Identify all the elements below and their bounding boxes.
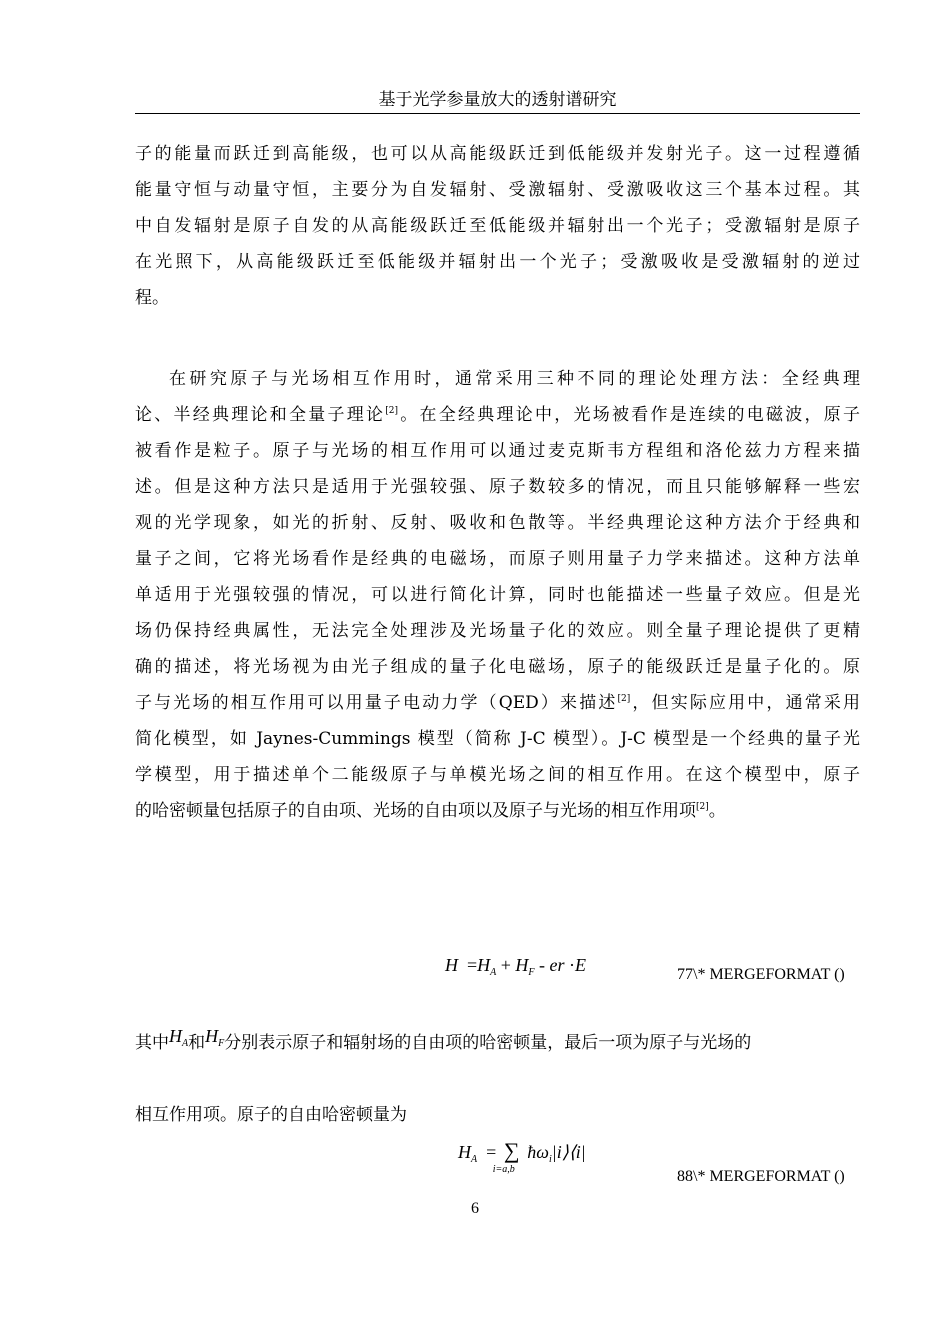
eq-subscript: F xyxy=(528,967,535,978)
text-line xyxy=(135,685,860,721)
citation: [2] xyxy=(385,406,398,416)
text-segment: ，但实际应用中，通常采用 xyxy=(630,693,861,713)
eq-braket: |i⟩⟨i| xyxy=(551,1142,586,1162)
equation-7: $H =H_A + H_F$ - er ·E xyxy=(445,955,587,978)
inline-math: $H_A$ xyxy=(169,1026,189,1049)
eq-symbol: H xyxy=(458,1142,471,1162)
text-line: 场仍保持经典属性，无法完全处理涉及光场量子化的效应。则全量子理论提供了更精 xyxy=(135,621,860,641)
text-line: 被看作是粒子。原子与光场的相互作用可以通过麦克斯韦方程组和洛伦兹力方程来描 xyxy=(135,441,860,461)
text-line: 在研究原子与光场相互作用时，通常采用三种不同的理论处理方法：全经典理 xyxy=(169,369,860,389)
eq-subscript: A xyxy=(471,1154,478,1165)
text-segment: 子与光场的相互作用可以用量子电动力学（QED）来描述 xyxy=(135,693,618,713)
eq-subscript: A xyxy=(490,967,497,978)
sum-index: i=a,b xyxy=(492,1164,515,1175)
equation-7-number: 77\* MERGEFORMAT () xyxy=(677,966,845,983)
paragraph-3-continued xyxy=(135,1097,860,1133)
eq-symbol: E xyxy=(575,955,587,975)
eq-operator: - xyxy=(539,955,546,975)
eq-operator: + xyxy=(500,955,511,975)
equation-8: $H_A$ = ∑ i=a,b $ħ\omega_i|i⟩⟨i|$ xyxy=(458,1138,586,1175)
eq-symbol: H xyxy=(445,955,458,975)
inline-math: $H_F$ xyxy=(205,1026,225,1049)
text-line: 能量守恒与动量守恒，主要分为自发辐射、受激辐射、受激吸收这三个基本过程。其 xyxy=(135,180,860,200)
eq-symbol: ħω xyxy=(527,1142,549,1162)
text-segment: 分别表示原子和辐射场的自由项的哈密顿量，最后一项为原子与光场的 xyxy=(224,1033,752,1053)
text-line xyxy=(135,793,860,829)
citation: [2] xyxy=(696,802,709,812)
text-line xyxy=(135,1024,860,1060)
running-header: 基于光学参量放大的透射谱研究 xyxy=(378,90,617,110)
text-segment: 。 xyxy=(708,801,726,821)
text-line: 确的描述，将光场视为由光子组成的量子化电磁场，原子的能级跃迁是量子化的。原 xyxy=(135,657,860,677)
text-line: 单适用于光强较强的情况，可以进行简化计算，同时也能描述一些量子效应。但是光 xyxy=(135,585,860,605)
text-line: 子的能量而跃迁到高能级，也可以从高能级跃迁到低能级并发射光子。这一过程遵循 xyxy=(135,144,860,164)
text-segment: 。在全经典理论中，光场被看作是连续的电磁波，原子 xyxy=(398,405,860,425)
page-number: 6 xyxy=(471,1200,479,1217)
text-line: 述。但是这种方法只是适用于光强较强、原子数较多的情况，而且只能够解释一些宏 xyxy=(135,477,860,497)
text-segment: 论、半经典理论和全量子理论 xyxy=(135,405,386,425)
eq-operator: · xyxy=(569,955,576,975)
text-line: 中自发辐射是原子自发的从高能级跃迁至低能级并辐射出一个光子；受激辐射是原子 xyxy=(135,216,860,236)
text-segment: 其中 xyxy=(135,1033,169,1053)
header-rule xyxy=(135,113,860,114)
text-line: 程。 xyxy=(135,288,169,308)
text-line: 简化模型，如 Jaynes-Cummings 模型（简称 J-C 模型）。J-C 模型是一个经典的量子光 xyxy=(135,729,860,749)
text-segment: 的哈密顿量包括原子的自由项、光场的自由项以及原子与光场的相互作用项 xyxy=(135,801,696,821)
text-segment: 和 xyxy=(188,1033,206,1053)
eq-subscript: i xyxy=(548,1154,552,1165)
text-line: 在光照下，从高能级跃迁至低能级并辐射出一个光子；受激吸收是受激辐射的逆过 xyxy=(135,252,860,272)
paragraph-2 xyxy=(135,361,860,829)
eq-symbol: H xyxy=(477,955,491,975)
equation-8-number: 88\* MERGEFORMAT () xyxy=(677,1168,845,1185)
text-line: 学模型，用于描述单个二能级原子与单模光场之间的相互作用。在这个模型中，原子 xyxy=(135,765,860,785)
text-line: 相互作用项。原子的自由哈密顿量为 xyxy=(135,1105,407,1125)
eq-symbol: er xyxy=(549,955,565,975)
paragraph-3 xyxy=(135,1024,860,1060)
paragraph-1 xyxy=(135,136,860,316)
text-line xyxy=(135,397,860,433)
sum-operator: ∑ i=a,b xyxy=(492,1138,520,1175)
citation: [2] xyxy=(617,694,631,704)
text-line: 观的光学现象，如光的折射、反射、吸收和色散等。半经典理论这种方法介于经典和 xyxy=(135,513,860,533)
text-line: 量子之间，它将光场看作是经典的电磁场，而原子则用量子力学来描述。这种方法单 xyxy=(135,549,860,569)
eq-symbol: H xyxy=(515,955,529,975)
